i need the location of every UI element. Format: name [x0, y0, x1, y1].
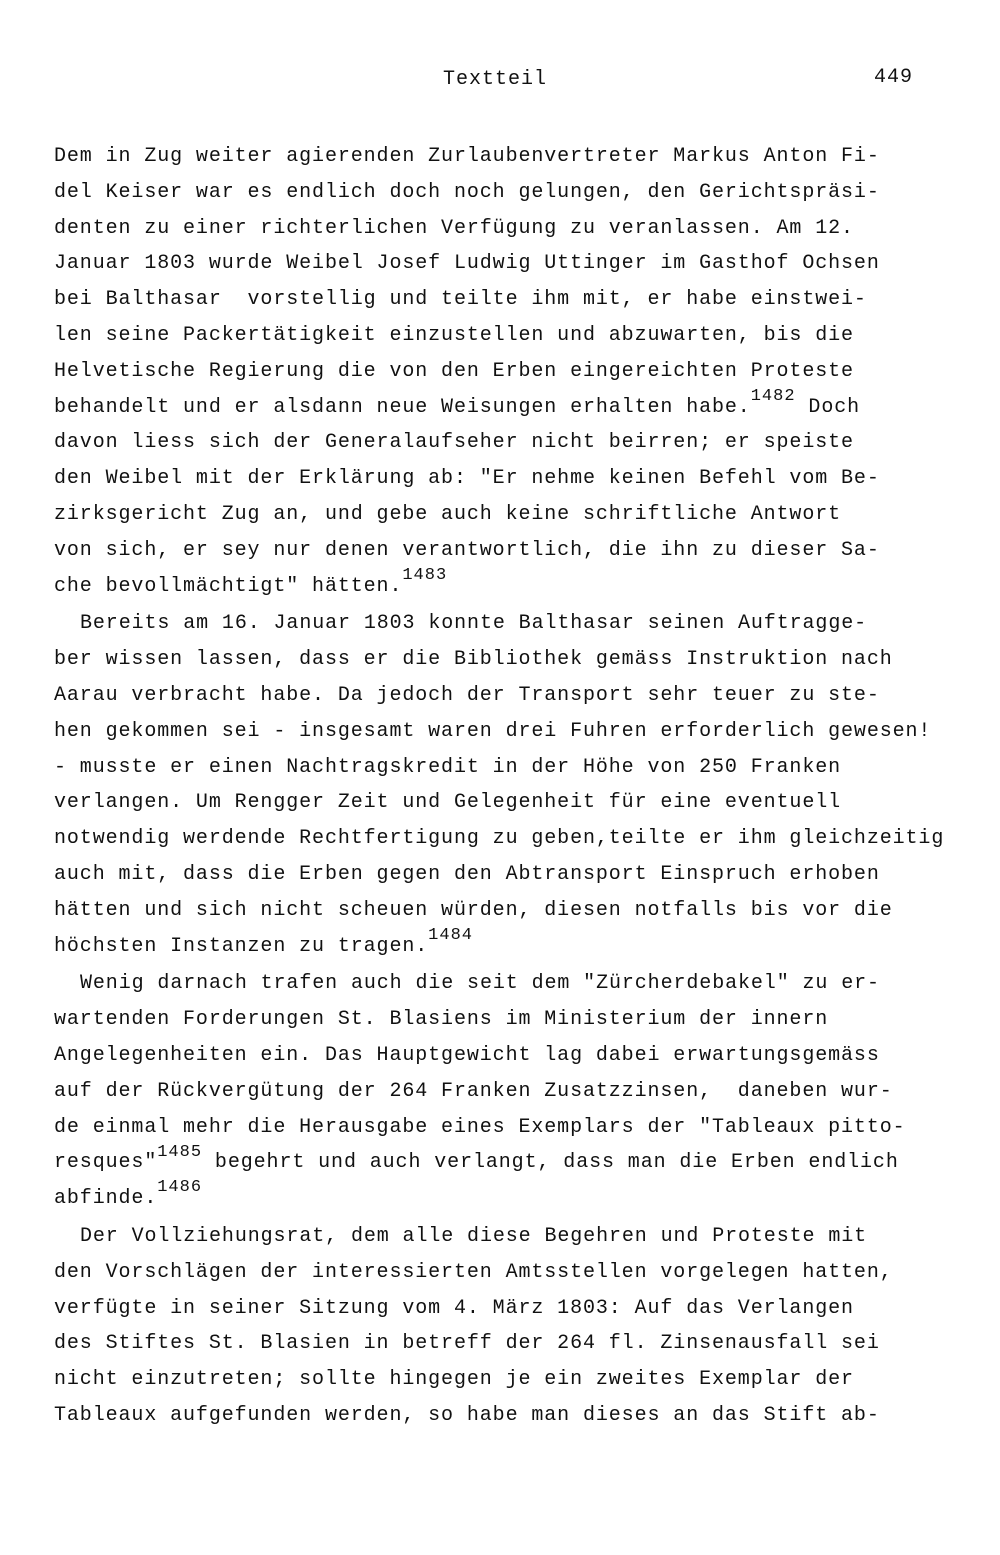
- text-line: [54, 714, 954, 750]
- text-line: [54, 1178, 954, 1217]
- text-line: [54, 497, 954, 533]
- line-text: hen gekommen sei - insgesamt waren drei Fuhren erforderlich gewesen!: [54, 719, 932, 743]
- line-text: des Stiftes St. Blasien in betreff der 264 fl. Zinsenausfall sei: [54, 1332, 880, 1356]
- line-text: verlangen. Um Rengger Zeit und Gelegenheit für eine eventuell: [54, 791, 842, 815]
- footnote-reference: 1486: [157, 1178, 203, 1198]
- line-text: auf der Rückvergütung der 264 Franken Zusatzzinsen, daneben wur-: [54, 1079, 893, 1103]
- line-text: Helvetische Regierung die von den Erben eingereichten Proteste: [54, 359, 854, 383]
- text-line: [54, 565, 954, 605]
- line-text: behandelt und er alsdann neue Weisungen erhalten habe.: [54, 395, 751, 419]
- text-line: [54, 461, 954, 497]
- text-line: [54, 175, 954, 211]
- line-text: hätten und sich nicht scheuen würden, diesen notfalls bis vor die: [54, 898, 893, 922]
- line-text: verfügte in seiner Sitzung vom 4. März 1803: Auf das Verlangen: [54, 1296, 854, 1320]
- line-text: Bereits am 16. Januar 1803 konnte Balthasar seinen Auftragge-: [80, 612, 868, 636]
- text-line: [54, 678, 954, 714]
- footnote-reference: 1484: [428, 925, 473, 945]
- text-line: [54, 318, 954, 354]
- paragraph-first-line: [54, 1219, 954, 1255]
- line-text: Dem in Zug weiter agierenden Zurlaubenvertreter Markus Anton Fi-: [54, 145, 880, 168]
- text-line: [54, 1074, 954, 1110]
- line-text: zirksgericht Zug an, und gebe auch keine schriftliche Antwort: [54, 502, 842, 526]
- line-text: nicht einzutreten; sollte hingegen je ein zweites Exemplar der: [54, 1368, 854, 1392]
- line-text: Januar 1803 wurde Weibel Josef Ludwig Uttinger im Gasthof Ochsen: [54, 252, 880, 276]
- footnote-reference: 1482: [750, 386, 796, 406]
- text-line: [54, 1142, 954, 1181]
- line-text: resques": [54, 1151, 158, 1175]
- body-text: [54, 139, 954, 1434]
- line-text-continuation: begehrt und auch verlangt, dass man die Erben endlich: [202, 1151, 899, 1175]
- line-text: Angelegenheiten ein. Das Hauptgewicht lag dabei erwartungsgemäss: [54, 1043, 880, 1067]
- footnote-reference: 1483: [402, 565, 448, 585]
- line-text: den Weibel mit der Erklärung ab: "Er nehme keinen Befehl vom Be-: [54, 467, 880, 491]
- line-text-continuation: Doch: [795, 395, 861, 419]
- paragraph-first-line: [54, 606, 954, 642]
- text-line: [54, 1255, 954, 1291]
- line-text: abfinde.: [54, 1187, 158, 1211]
- line-text: - musste er einen Nachtragskredit in der Höhe von 250 Franken: [54, 755, 842, 779]
- text-line: [54, 386, 954, 426]
- text-line: [54, 857, 954, 893]
- text-line: [54, 211, 954, 247]
- line-text: Der Vollziehungsrat, dem alle diese Begehren und Proteste mit: [80, 1224, 868, 1248]
- text-line: [54, 1398, 954, 1434]
- text-line: [54, 425, 954, 461]
- line-text: bei Balthasar vorstellig und teilte ihm mit, er habe einstwei-: [54, 288, 867, 312]
- text-line: [54, 1291, 954, 1327]
- paragraph-first-line: [54, 966, 954, 1002]
- text-line: [54, 1038, 954, 1074]
- text-line: [54, 785, 954, 821]
- line-text: len seine Packertätigkeit einzustellen und abzuwarten, bis die: [54, 323, 854, 347]
- text-line: [54, 533, 954, 569]
- line-text: davon liess sich der Generalaufseher nicht beirren; er speiste: [54, 431, 854, 455]
- text-line: [54, 1110, 954, 1146]
- line-text: del Keiser war es endlich doch noch gelungen, den Gerichtspräsi-: [54, 180, 880, 204]
- text-line: [54, 1326, 954, 1362]
- text-line: [54, 139, 954, 175]
- text-line: [54, 282, 954, 318]
- line-text: Tableaux aufgefunden werden, so habe man dieses an das Stift ab-: [54, 1403, 880, 1427]
- text-line: [54, 1002, 954, 1038]
- text-line: [54, 750, 954, 786]
- line-text: Aarau verbracht habe. Da jedoch der Transport sehr teuer zu ste-: [54, 683, 880, 707]
- line-text: che bevollmächtigt" hätten.: [54, 574, 403, 598]
- line-text: de einmal mehr die Herausgabe eines Exemplars der "Tableaux pitto-: [54, 1115, 906, 1139]
- page-number: 449: [874, 66, 914, 89]
- line-text: notwendig werdende Rechtfertigung zu geben,teilte er ihm gleichzeitig: [54, 827, 945, 851]
- line-text: ber wissen lassen, dass er die Bibliothek gemäss Instruktion nach: [54, 648, 893, 672]
- text-line: [54, 821, 954, 857]
- text-line: [54, 642, 954, 678]
- line-text: von sich, er sey nur denen verantwortlich, die ihn zu dieser Sa-: [54, 538, 880, 562]
- text-line: [54, 925, 954, 965]
- text-line: [54, 893, 954, 929]
- line-text: den Vorschlägen der interessierten Amtsstellen vorgelegen hatten,: [54, 1260, 893, 1284]
- line-text: höchsten Instanzen zu tragen.: [54, 934, 429, 958]
- line-text: Wenig darnach trafen auch die seit dem "Zürcherdebakel" zu er-: [80, 972, 880, 996]
- line-text: auch mit, dass die Erben gegen den Abtransport Einspruch erhoben: [54, 862, 880, 886]
- text-line: [54, 246, 954, 282]
- text-line: [54, 1362, 954, 1398]
- line-text: wartenden Forderungen St. Blasiens im Ministerium der innern: [54, 1008, 829, 1032]
- running-header-title: Textteil: [442, 68, 547, 91]
- text-line: [54, 354, 954, 390]
- footnote-reference: 1485: [157, 1142, 203, 1162]
- line-text: denten zu einer richterlichen Verfügung zu veranlassen. Am 12.: [54, 216, 854, 240]
